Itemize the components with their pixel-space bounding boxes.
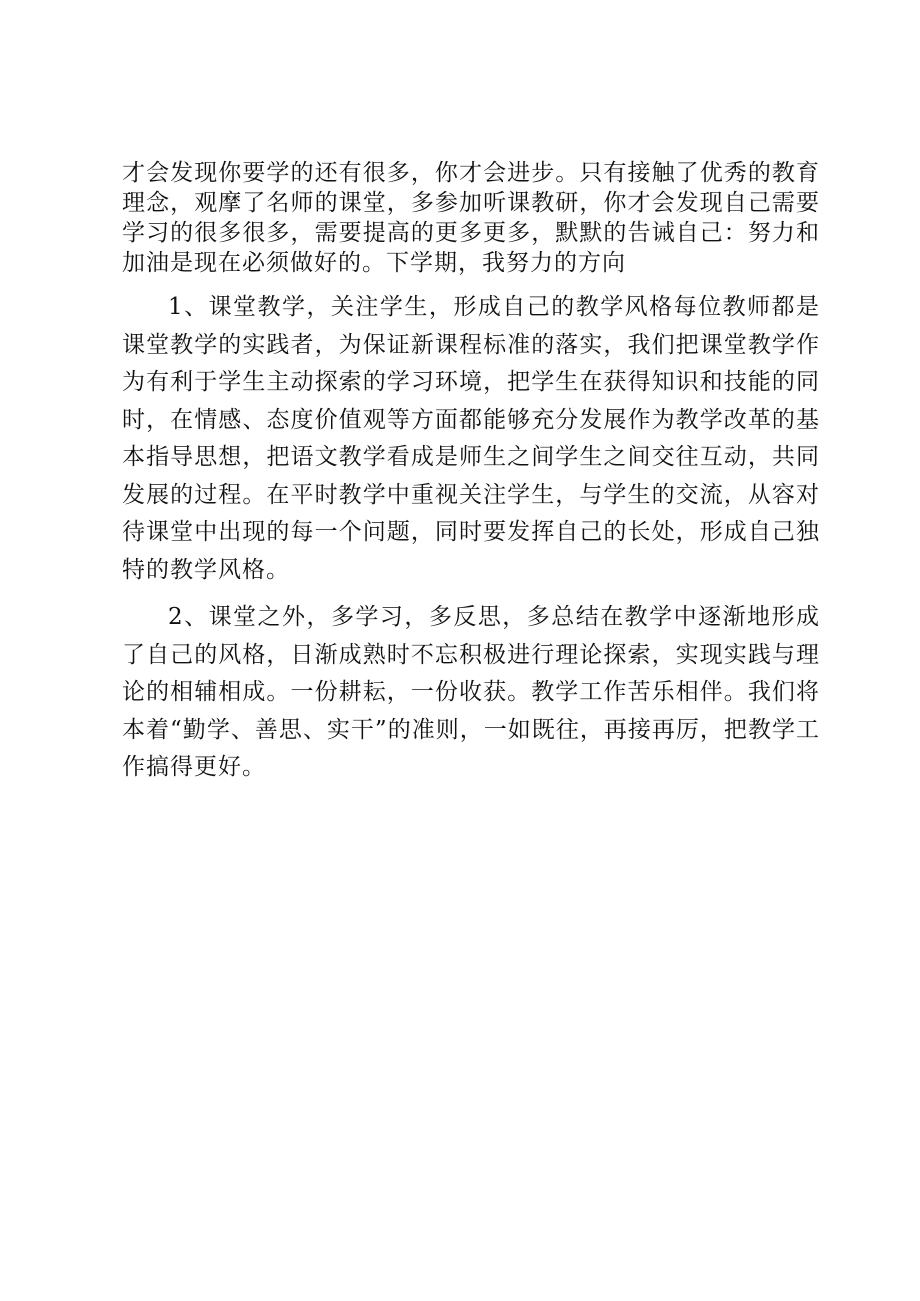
paragraph-continuation: 才会发现你要学的还有很多，你才会进步。只有接触了优秀的教育理念，观摩了名师的课堂，多参加听课教研，你才会发现自己需要学习的很多很多，需要提高的更多更多，默默的告诫自己：努力和加油是现在必须做好的。下学期，我努力的方向 bbox=[122, 160, 820, 276]
paragraph-classroom-teaching: 1、课堂教学，关注学生，形成自己的教学风格每位教师都是课堂教学的实践者，为保证新课程标准的落实，我们把课堂教学作为有利于学生主动探索的学习环境，把学生在获得知识和技能的同时，在情感、态度价值观等方面都能够充分发展作为教学改革的基本指导思想，把语文教学看成是师生之间学生之间交往互动，共同发展的过程。在平时教学中重视关注学生，与学生的交流，从容对待课堂中出现的每一个问题，同时要发挥自己的长处，形成自己独特的教学风格。 bbox=[122, 294, 820, 583]
paragraph-beyond-classroom: 2、课堂之外，多学习，多反思，多总结在教学中逐渐地形成了自己的风格，日渐成熟时不忘积极进行理论探索，实现实践与理论的相辅相成。一份耕耘，一份收获。教学工作苦乐相伴。我们将本着“勤学、善思、实干”的准则，一如既往，再接再厉，把教学工作搞得更好。 bbox=[122, 604, 820, 780]
document-body bbox=[122, 158, 820, 787]
